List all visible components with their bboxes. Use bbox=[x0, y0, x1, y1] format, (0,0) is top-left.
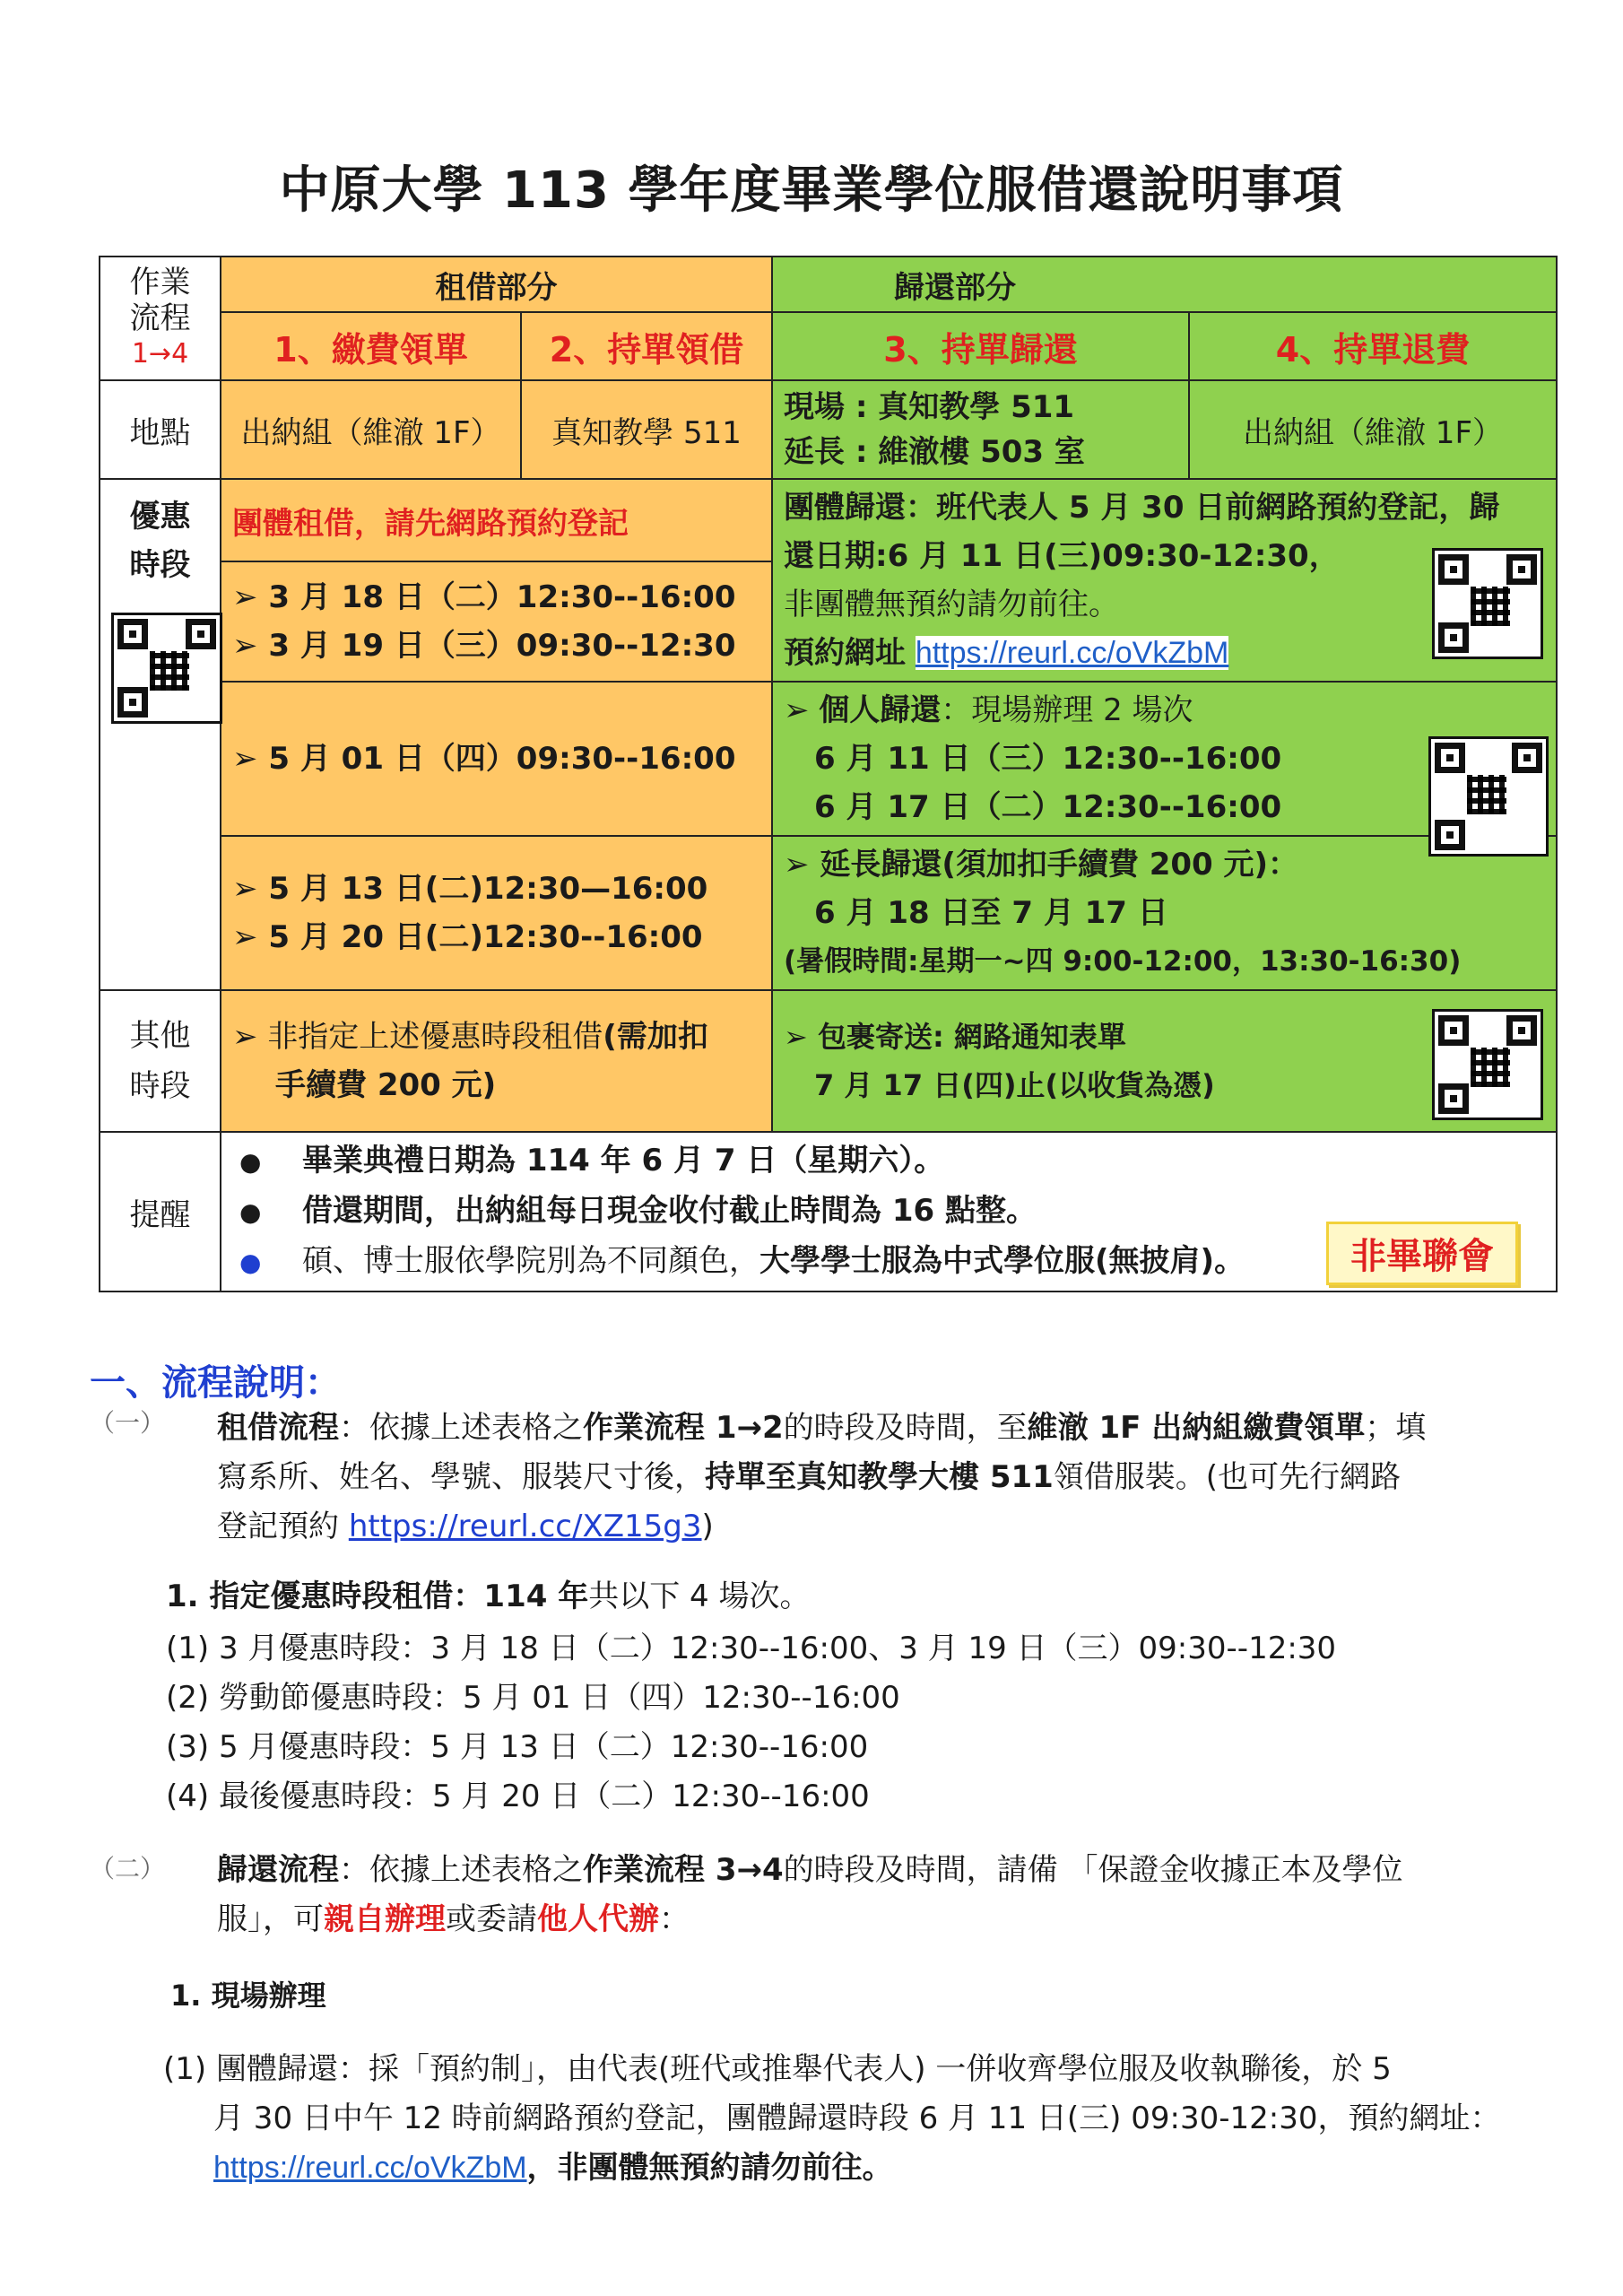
sub1-title bbox=[166, 1571, 810, 1615]
p2-return-flow-label: 歸還流程 bbox=[217, 1852, 339, 1888]
sub1-item-4: (4) 最後優惠時段：5 月 20 日（二）12:30--16:00 bbox=[166, 1779, 870, 1814]
other-rent-part1: 非指定上述優惠時段租借 bbox=[267, 1019, 603, 1055]
p1-rent-flow-label: 租借流程 bbox=[217, 1410, 339, 1446]
other-rent-part2: (需加扣 bbox=[603, 1019, 708, 1055]
reminder-1: ● 畢業典禮日期為 114 年 6 月 7 日（星期六）。 bbox=[232, 1136, 1545, 1187]
parcel-title: ➢ 包裹寄送: 網路通知表單 bbox=[784, 1013, 1545, 1061]
extended-return-hours: (暑假時間:星期一~四 9:00-12:00，13:30-16:30) bbox=[784, 945, 1462, 978]
p1-line1 bbox=[217, 1404, 1426, 1453]
schedule-table bbox=[99, 256, 1558, 1292]
p1-register-link[interactable]: https://reurl.cc/XZ15g3 bbox=[348, 1509, 702, 1544]
section-title: 一、流程說明： bbox=[90, 1362, 341, 1404]
location-return bbox=[772, 380, 1189, 479]
discount-label-cell bbox=[100, 479, 221, 990]
p1-pay-location: 維澈 1F 出納組繳費領單 bbox=[1027, 1410, 1366, 1446]
location-return-extended: 延長 : 維澈樓 503 室 bbox=[784, 434, 1085, 470]
reminder-2: ● 借還期間，出納組每日現金收付截止時間為 16 點整。 bbox=[232, 1187, 1545, 1237]
p2-self: 親自辦理 bbox=[324, 1901, 446, 1937]
sub2-item1-tail: ，非團體無預約請勿前往。 bbox=[526, 2150, 893, 2186]
extended-return-dates: 6 月 18 日至 7 月 17 日 bbox=[814, 895, 1168, 931]
other-label-2: 時段 bbox=[129, 1068, 191, 1104]
p1-number: （一） bbox=[90, 1408, 166, 1438]
qr-code-icon[interactable] bbox=[1432, 548, 1543, 659]
group-return-line1: 團體歸還：班代表人 5 月 30 日前網路預約登記，歸 bbox=[784, 490, 1500, 526]
rent-header: 租借部分 bbox=[221, 257, 772, 312]
slot-march-19: ➢ 3 月 19 日（三）09:30--12:30 bbox=[232, 622, 760, 670]
discount-label-2: 時段 bbox=[129, 547, 191, 583]
slots-may-01 bbox=[221, 682, 772, 836]
p1-text: 領借服裝。(也可先行網路 bbox=[1053, 1459, 1402, 1495]
p2-text: 服」，可 bbox=[217, 1901, 324, 1937]
p1-line2 bbox=[217, 1453, 1401, 1502]
p1-text: ) bbox=[701, 1509, 714, 1544]
sub2-item1-line1: (1) 團體歸還：採「預約制」，由代表(班代或推舉代表人) 一併收齊學位服及收執聯後，於 5 bbox=[163, 2051, 1392, 2087]
step-2: 2、持單領借 bbox=[521, 312, 772, 380]
flow-label-cell bbox=[100, 257, 221, 380]
location-return-onsite: 現場 : 真知教學 511 bbox=[784, 389, 1075, 425]
qr-code-icon[interactable] bbox=[111, 613, 222, 724]
p2-text: 或委請 bbox=[446, 1901, 537, 1937]
qr-code-icon[interactable] bbox=[1428, 736, 1549, 857]
group-return-line2: 還日期:6 月 11 日(三)09:30-12:30， bbox=[784, 538, 1340, 574]
sub2-title: 1. 現場辦理 bbox=[170, 1979, 326, 2013]
sub1-title-b: 共以下 4 場次。 bbox=[588, 1578, 811, 1614]
step-1: 1、繳費領單 bbox=[221, 312, 521, 380]
personal-return-cell bbox=[772, 682, 1557, 836]
flow-label-2: 流程 bbox=[129, 300, 191, 336]
step-3: 3、持單歸還 bbox=[772, 312, 1189, 380]
return-header: 歸還部分 bbox=[772, 257, 1557, 312]
group-return-line3: 非團體無預約請勿前往。 bbox=[784, 587, 1119, 622]
slot-may-20: ➢ 5 月 20 日(二)12:30--16:00 bbox=[232, 913, 760, 961]
other-label-cell bbox=[100, 990, 221, 1132]
location-pay: 出納組（維澈 1F） bbox=[221, 380, 521, 479]
step-4: 4、持單退費 bbox=[1189, 312, 1557, 380]
sub2-item1-line3 bbox=[213, 2144, 893, 2193]
slots-march bbox=[221, 561, 772, 682]
page-title: 中原大學 113 學年度畢業學位服借還說明事項 bbox=[279, 161, 1344, 220]
group-return-link-label: 預約網址 bbox=[784, 635, 906, 671]
sub2-item1-line2: 月 30 日中午 12 時前網路預約登記，團體歸還時段 6 月 11 日(三) 09:30-12:30，預約網址： bbox=[213, 2100, 1501, 2136]
sub1-item-3: (3) 5 月優惠時段：5 月 13 日（二）12:30--16:00 bbox=[166, 1729, 869, 1765]
location-rent: 真知教學 511 bbox=[521, 380, 772, 479]
flow-steps: 1→4 bbox=[131, 338, 189, 370]
group-return-link[interactable]: https://reurl.cc/oVkZbM bbox=[915, 636, 1229, 670]
qr-code-icon[interactable] bbox=[1432, 1009, 1543, 1120]
sub2-reserve-link[interactable]: https://reurl.cc/oVkZbM bbox=[213, 2151, 527, 2185]
other-label-1: 其他 bbox=[129, 1018, 191, 1054]
p1-rent-location: 持單至真知教學大樓 511 bbox=[705, 1459, 1054, 1495]
p1-text: ；填 bbox=[1365, 1410, 1427, 1446]
slot-may-13: ➢ 5 月 13 日(二)12:30—16:00 bbox=[232, 865, 760, 913]
group-return-cell bbox=[772, 479, 1557, 682]
slot-march-18: ➢ 3 月 18 日（二）12:30--16:00 bbox=[232, 573, 760, 622]
p1-text: 的時段及時間，至 bbox=[783, 1410, 1028, 1446]
p2-number: （二） bbox=[90, 1854, 166, 1883]
slot-may-01: ➢ 5 月 01 日（四）09:30--16:00 bbox=[232, 735, 760, 783]
other-rent-cell bbox=[221, 990, 772, 1132]
reminder-label: 提醒 bbox=[100, 1132, 221, 1292]
p1-line3 bbox=[217, 1502, 714, 1552]
reminder-3-normal: 碩、博士服依學院別為不同顏色， bbox=[302, 1243, 759, 1279]
p2-text: 的時段及時間，請備 「保證金收據正本及學位 bbox=[783, 1852, 1403, 1888]
sub1-title-a: 1. 指定優惠時段租借：114 年 bbox=[166, 1578, 589, 1614]
personal-return-date2: 6 月 17 日（二）12:30--16:00 bbox=[814, 789, 1282, 825]
sub1-item-1: (1) 3 月優惠時段：3 月 18 日（二）12:30--16:00、3 月 19 日（三）09:30--12:30 bbox=[166, 1631, 1337, 1666]
extended-return-title: ➢ 延長歸還(須加扣手續費 200 元)： bbox=[784, 840, 1545, 889]
reminder-3-bold: 大學學士服為中式學位服(無披肩)。 bbox=[759, 1243, 1245, 1279]
personal-return-title: 個人歸還 bbox=[819, 692, 942, 728]
badge-non-graduation-council: 非畢聯會 bbox=[1326, 1222, 1518, 1285]
parcel-deadline: 7 月 17 日(四)止(以收貨為憑) bbox=[814, 1068, 1215, 1102]
sub1-item-2: (2) 勞動節優惠時段：5 月 01 日（四）12:30--16:00 bbox=[166, 1680, 900, 1716]
p1-text: ：依據上述表格之 bbox=[339, 1410, 583, 1446]
p2-text: ： bbox=[659, 1901, 690, 1937]
slots-may-13-20 bbox=[221, 836, 772, 990]
other-rent-part3: 手續費 200 元) bbox=[275, 1067, 497, 1103]
p2-flow-steps: 作業流程 3→4 bbox=[583, 1852, 784, 1888]
p2-line1 bbox=[217, 1846, 1402, 1895]
personal-return-date1: 6 月 11 日（三）12:30--16:00 bbox=[814, 741, 1282, 777]
location-refund: 出納組（維澈 1F） bbox=[1189, 380, 1557, 479]
parcel-cell bbox=[772, 990, 1557, 1132]
extended-return-cell bbox=[772, 836, 1557, 990]
flow-label-1: 作業 bbox=[129, 265, 191, 300]
p1-text: 寫系所、姓名、學號、服裝尺寸後， bbox=[217, 1459, 705, 1495]
p1-flow-steps: 作業流程 1→2 bbox=[583, 1410, 784, 1446]
personal-return-detail: ：現場辦理 2 場次 bbox=[941, 692, 1193, 728]
location-label: 地點 bbox=[100, 380, 221, 479]
p1-text: 登記預約 bbox=[217, 1509, 349, 1544]
group-rent-note: 團體租借，請先網路預約登記 bbox=[221, 479, 772, 561]
reminder-cell bbox=[221, 1132, 1557, 1292]
discount-label-1: 優惠 bbox=[129, 499, 191, 535]
p2-line2 bbox=[217, 1895, 690, 1944]
p2-text: ：依據上述表格之 bbox=[339, 1852, 583, 1888]
p2-proxy: 他人代辦 bbox=[537, 1901, 659, 1937]
